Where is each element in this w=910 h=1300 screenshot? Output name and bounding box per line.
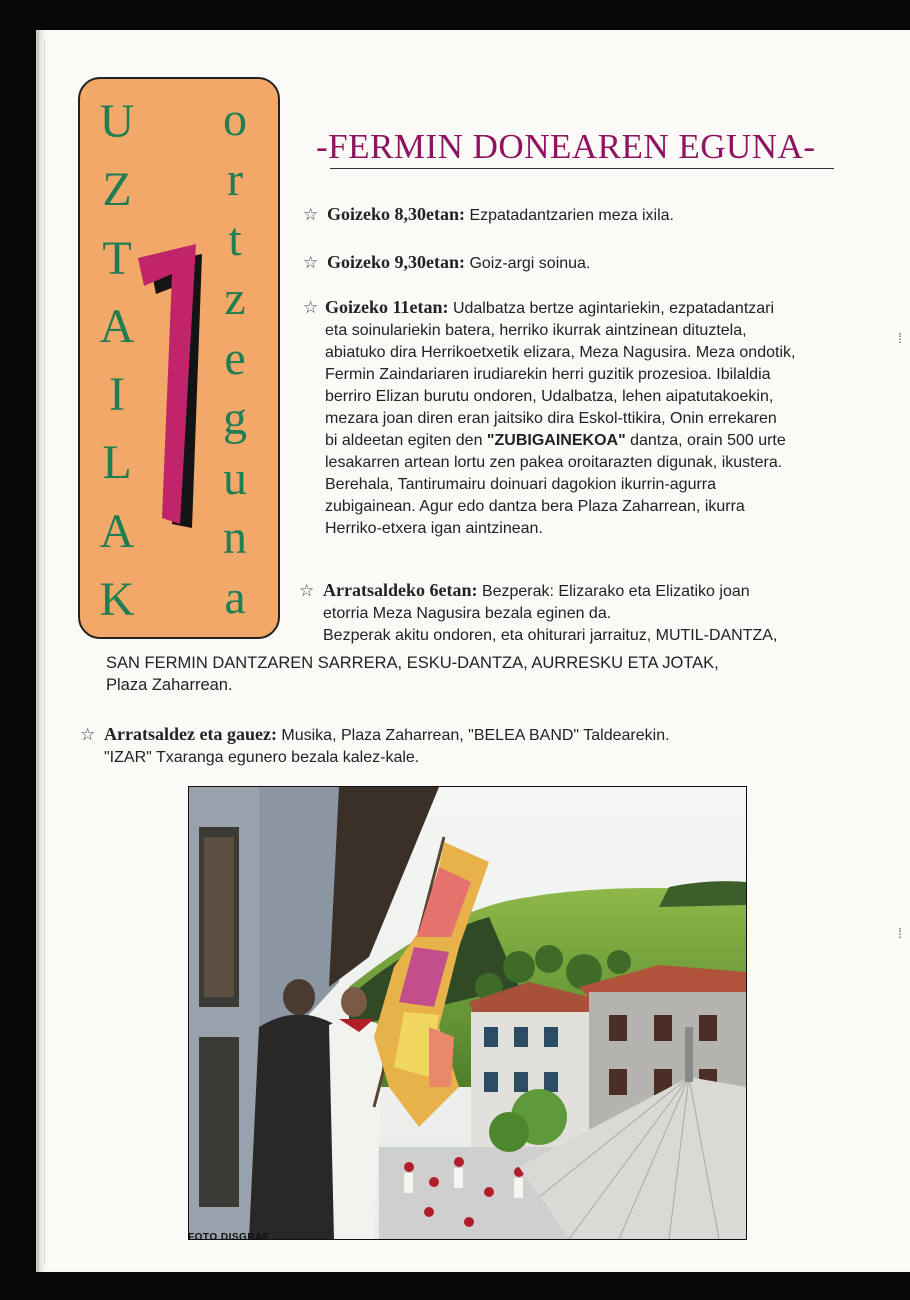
entry-line: "IZAR" Txaranga egunero bezala kalez-kale. xyxy=(104,749,420,766)
entry-line: Goiz-argi soinua. xyxy=(469,255,591,272)
star-bullet-icon: ☆ xyxy=(303,253,319,272)
festival-photo xyxy=(188,786,747,1240)
entry-continuation xyxy=(106,652,719,696)
schedule-entry xyxy=(327,251,590,275)
day-number-seven xyxy=(134,228,214,548)
weekday-letter: u xyxy=(223,451,247,505)
entry-line: etorria Meza Nagusira bezala eginen da. xyxy=(323,605,612,622)
title-underline xyxy=(330,168,834,169)
month-letter: L xyxy=(102,436,132,490)
schedule-entry xyxy=(325,296,865,540)
weekday-letter: o xyxy=(223,93,247,146)
schedule-entry xyxy=(327,203,674,227)
weekday-letter: e xyxy=(224,332,246,385)
entry-line: Udalbatza bertze agintariekin, ezpatadantzari xyxy=(452,300,775,317)
edge-mark: ⁞ xyxy=(898,330,902,346)
weekday-letter: g xyxy=(223,391,247,445)
entry-time: Goizeko 8,30etan: xyxy=(327,204,465,224)
month-letter: Z xyxy=(102,163,132,217)
weekday-letter: z xyxy=(224,272,246,326)
entry-line: Bezperak: Elizarako eta Elizatiko joan xyxy=(481,583,750,600)
entry-line: eta soinulariekin batera, herriko ikurrak aintzinean dituztela, xyxy=(325,322,747,339)
month-letter: A xyxy=(99,504,135,558)
page-fold-line xyxy=(44,40,45,1265)
entry-line: Plaza Zaharrean. xyxy=(106,676,233,694)
weekday-column xyxy=(210,94,260,624)
schedule-entry xyxy=(323,579,777,647)
edge-mark: ⁞ xyxy=(898,925,902,941)
entry-line: dantza, orain 500 urte xyxy=(630,432,786,449)
entry-line: berriro Elizan burutu ondoren, Udalbatza, lehen aipatutakoekin, xyxy=(325,388,774,405)
entry-line: Musika, Plaza Zaharrean, "BELEA BAND" Taldearekin. xyxy=(281,727,670,744)
entry-line: Ezpatadantzarien meza ixila. xyxy=(469,207,674,224)
entry-line: Fermin Zaindariaren irudiarekin herri guzitik prozesioa. Ibilaldia xyxy=(325,366,771,383)
month-letter: I xyxy=(109,368,125,422)
star-bullet-icon: ☆ xyxy=(80,725,96,744)
entry-time: Arratsaldeko 6etan: xyxy=(323,580,478,600)
entry-line: bi aldeetan egiten den xyxy=(325,432,483,449)
star-bullet-icon: ☆ xyxy=(303,205,319,224)
entry-line: zubigainean. Agur edo dantza bera Plaza Zaharrean, ikurra xyxy=(325,498,745,515)
entry-line: mezara joan diren eran jaitsiko dira Eskol-ttikira, Onin errekaren xyxy=(325,410,777,427)
entry-line: lesakarren artean lortu zen pakea oroitarazten digunak, ikustera. xyxy=(325,454,783,471)
entry-time: Arratsaldez eta gauez: xyxy=(104,724,277,744)
entry-line: SAN FERMIN DANTZAREN SARRERA, ESKU-DANTZA, AURRESKU ETA JOTAK, xyxy=(106,654,719,672)
dance-name: "ZUBIGAINEKOA" xyxy=(486,432,626,449)
schedule-entry xyxy=(104,723,670,769)
entry-time: Goizeko 9,30etan: xyxy=(327,252,465,272)
star-bullet-icon: ☆ xyxy=(299,581,315,600)
entry-time: Goizeko 11etan: xyxy=(325,297,449,317)
month-letter: U xyxy=(99,95,135,148)
month-letter: K xyxy=(99,572,135,626)
star-bullet-icon: ☆ xyxy=(303,298,319,317)
entry-line: abiatuko dira Herrikoetxetik elizara, Meza Nagusira. Meza ondotik, xyxy=(325,344,796,361)
entry-line: Bezperak akitu ondoren, eta ohiturari jarraituz, MUTIL-DANTZA, xyxy=(323,627,778,644)
weekday-letter: r xyxy=(227,152,243,206)
month-letter: T xyxy=(102,231,132,285)
weekday-letter: t xyxy=(228,212,242,266)
entry-line: Berehala, Tantirumairu doinuari dagokion ikurrin-agurra xyxy=(325,476,717,493)
weekday-letter: a xyxy=(224,571,246,624)
entry-line: Herriko-etxera igan aintzinean. xyxy=(325,520,543,537)
month-letter: A xyxy=(99,299,135,353)
weekday-letter: n xyxy=(223,511,247,565)
day-number-text: 7 xyxy=(134,228,135,229)
page-title: -FERMIN DONEAREN EGUNA- xyxy=(316,127,816,166)
photo-credit: FOTO DISGRAF xyxy=(188,1232,270,1243)
